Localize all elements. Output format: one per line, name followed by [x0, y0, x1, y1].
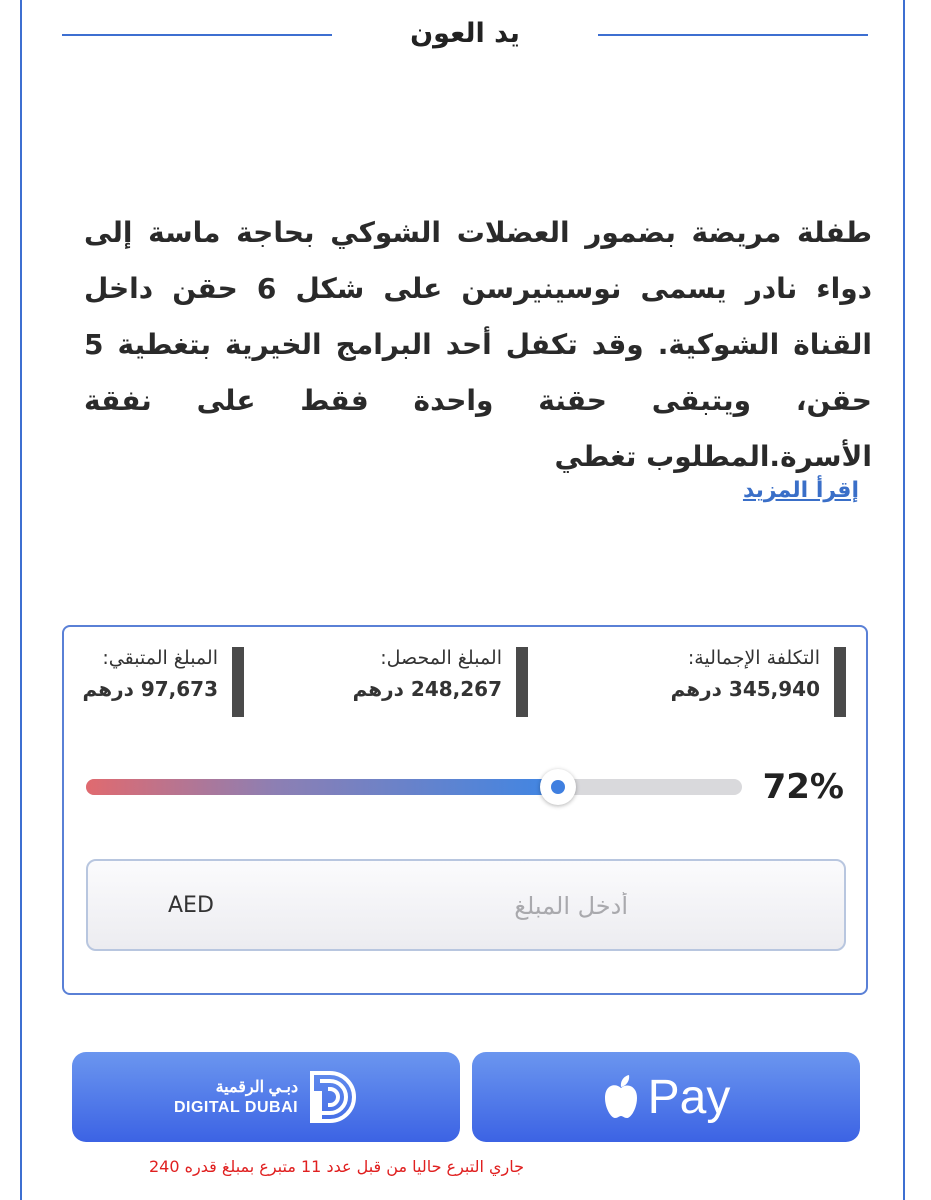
- progress-percent: 72%: [762, 767, 844, 807]
- apple-logo-icon: [602, 1074, 640, 1120]
- apple-pay-button[interactable]: [472, 1052, 860, 1142]
- live-donation-status: جاري التبرع حاليا من قبل عدد 11 متبرع بمبلغ قدره 240: [149, 1157, 524, 1176]
- digital-dubai-logo-icon: [306, 1069, 358, 1125]
- digital-dubai-logo: [174, 1069, 358, 1125]
- stat-remaining-value: 97,673 درهم: [82, 677, 218, 701]
- progress-fill: [86, 779, 558, 795]
- donation-card: [62, 625, 868, 995]
- stat-collected-label: المبلغ المحصل:: [380, 647, 502, 669]
- amount-field-container[interactable]: [86, 859, 846, 951]
- stat-remaining: [83, 647, 244, 717]
- stat-total-value: 345,940 درهم: [670, 677, 820, 701]
- read-more-link[interactable]: إقرأ المزيد: [742, 478, 859, 503]
- currency-label: AED: [168, 893, 214, 918]
- donation-progress-bar: [86, 779, 742, 795]
- title-divider-left: [62, 34, 332, 36]
- frame-border-left: [20, 0, 22, 1200]
- stat-collected: [353, 647, 528, 717]
- stat-total-cost: [671, 647, 846, 717]
- stat-total-label: التكلفة الإجمالية:: [687, 647, 820, 669]
- digital-dubai-english-label: DIGITAL DUBAI: [173, 1099, 299, 1116]
- progress-knob: [540, 769, 576, 805]
- frame-border-right: [903, 0, 905, 1200]
- amount-input[interactable]: [268, 881, 628, 931]
- digital-dubai-pay-button[interactable]: [72, 1052, 460, 1142]
- digital-dubai-arabic-label: دبـي الرقمية: [215, 1079, 299, 1096]
- page-title: يد العون: [410, 18, 520, 49]
- page-header: [62, 14, 868, 58]
- title-divider-right: [598, 34, 868, 36]
- case-description: طفلة مريضة بضمور العضلات الشوكي بحاجة ماسة إلى دواء نادر يسمى نوسينيرسن على شكل 6 حقن داخل القناة الشوكية. وقد تكفل أحد البرامج الخيرية بتغطية 5 حقن، ويتبقى حقنة واحدة فقط على نفقة الأسرة.المطلوب تغطي: [84, 216, 872, 473]
- stat-collected-value: 248,267 درهم: [352, 677, 502, 701]
- apple-pay-label: Pay: [647, 1070, 731, 1124]
- stat-remaining-label: المبلغ المتبقي:: [102, 647, 218, 669]
